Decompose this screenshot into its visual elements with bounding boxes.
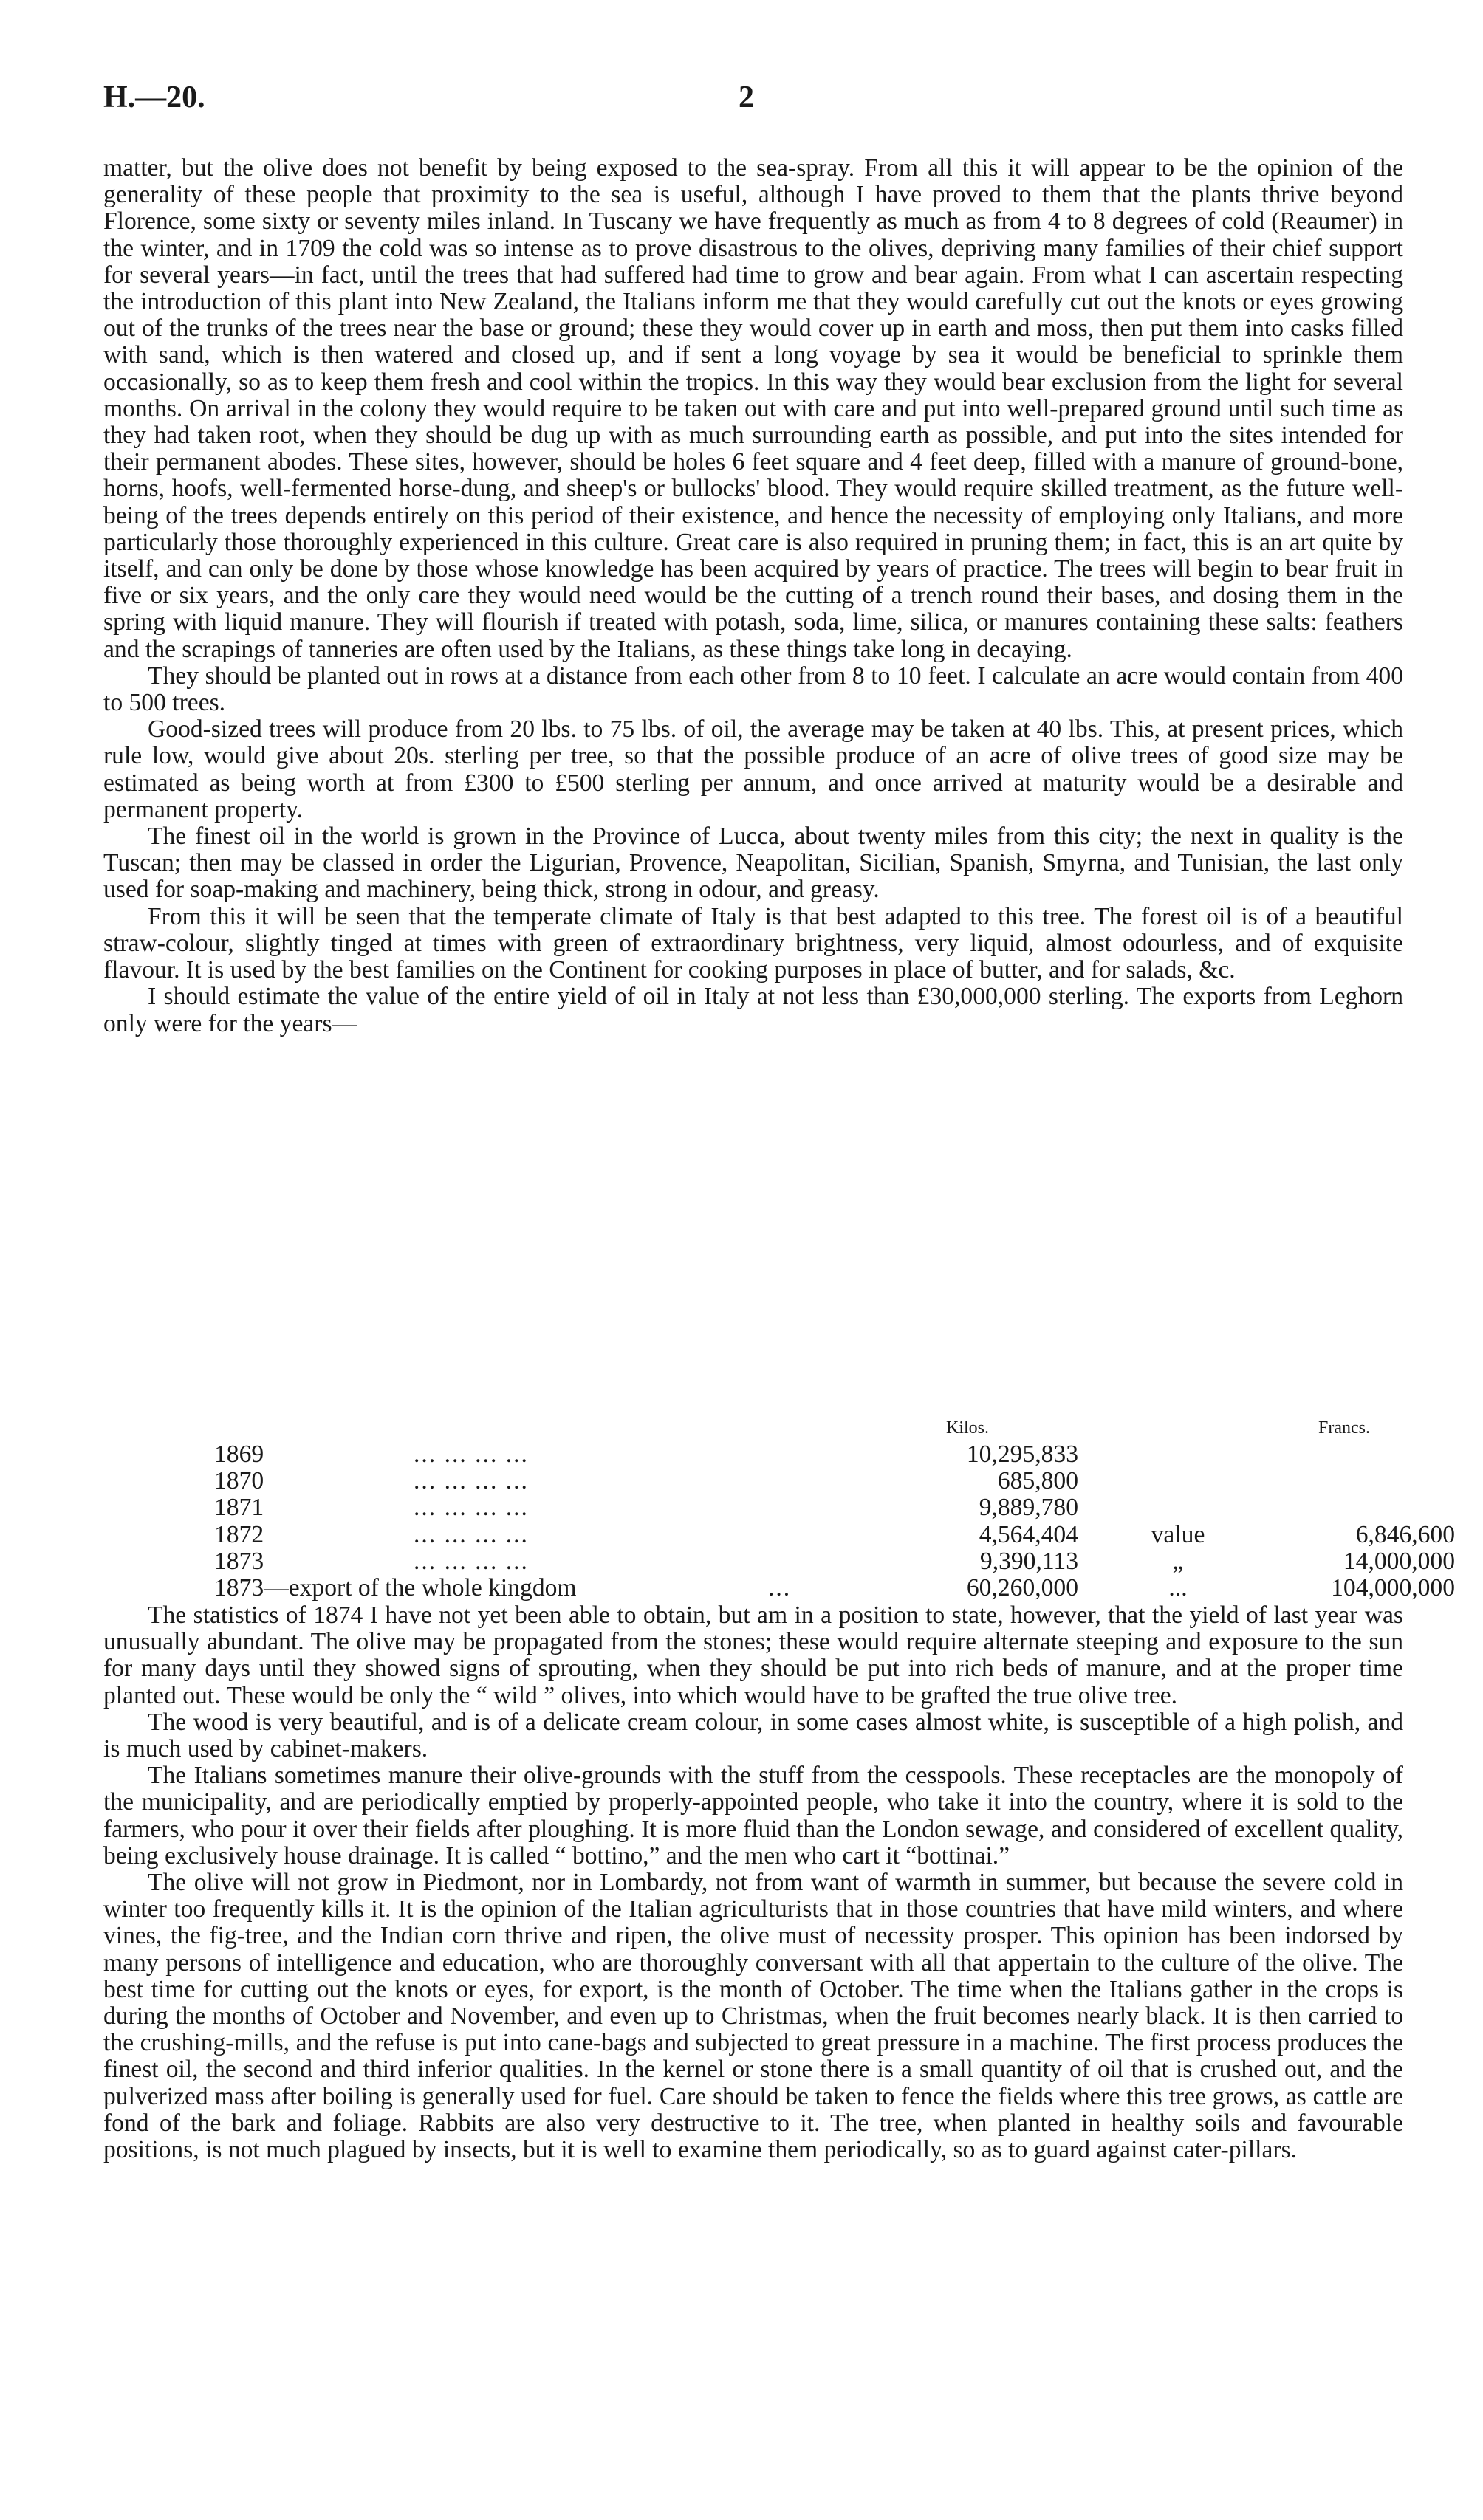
leader-dots: ... ... ... ... — [414, 1441, 529, 1468]
table-cell-year: 1873 — [214, 1547, 264, 1575]
page-header — [0, 80, 1483, 124]
table-cell-year: 1869 — [214, 1441, 264, 1468]
column-header-francs: Francs. — [1318, 1418, 1370, 1438]
table-cell-kilos: 9,889,780 — [979, 1494, 1078, 1522]
paragraph: Good-sized trees will produce from 20 lbs. to 75 lbs. of oil, the average may be taken at 40 lbs. This, at present prices, which rule low, would give about 20s. sterling per tree, so that the possible produce of an acre of olive trees of good size may be estimated as being worth at from £300 to £500 sterling per annum, and once arrived at maturity would be a desirable and permanent property. — [103, 715, 1403, 823]
table-cell-francs: 6,846,600 — [1355, 1520, 1455, 1548]
exports-table — [103, 1415, 1455, 1601]
paragraph: The olive will not grow in Piedmont, nor in Lombardy, not from want of warmth in summer, but because the severe cold in winter too frequently kills it. It is the opinion of the Italian agriculturists that in those countries that have mild winters, and where vines, the fig-tree, and the Indian corn thrive and ripen, the olive must of necessity prosper. This opinion has been indorsed by many persons of intelligence and education, who are thoroughly conversant with all that appertain to the culture of the olive. The best time for cutting out the knots or eyes, for export, is the month of October. The time when the Italians gather in the crops is during the months of October and November, and even up to Christmas, when the fruit becomes nearly black. It is then carried to the crushing-mills, and the refuse is put into cane-bags and subjected to great pressure in a machine. The first process produces the finest oil, the second and third inferior qualities. In the kernel or stone there is a small quantity of oil that is crushed out, and the pulverized mass after boiling is generally used for fuel. Care should be taken to fence the fields where this tree grows, as cattle are fond of the bark and foliage. Rabbits are also very destructive to it. The tree, when planted in healthy soils and favourable positions, is not much plagued by insects, but it is well to examine them periodically, so as to guard against cater-pillars. — [103, 1869, 1403, 2164]
table-cell-mid: ... — [1168, 1573, 1188, 1601]
table-cell-year: 1871 — [214, 1494, 264, 1522]
leader-dots: ... ... ... ... — [414, 1520, 529, 1548]
document-reference: H.—20. — [103, 80, 205, 114]
table-header — [103, 1415, 1403, 1441]
table-row-total — [103, 1573, 1455, 1601]
paragraph: The finest oil in the world is grown in the Province of Lucca, about twenty miles from this city; the next in quality is the Tuscan; then may be classed in order the Ligurian, Provence, Neapolitan, Sicilian, Spanish, Smyrna, and Tunisian, the last only used for soap-making and machinery, being thick, strong in odour, and greasy. — [103, 823, 1403, 904]
paragraph: matter, but the olive does not benefit by being exposed to the sea-spray. From all this it will appear to be the opinion of the generality of these people that proximity to the sea is useful, although I have proved to them that the plants thrive beyond Florence, some sixty or seventy miles inland. In Tuscany we have frequently as much as from 4 to 8 degrees of cold (Reaumer) in the winter, and in 1709 the cold was so intense as to prove disastrous to the olives, depriving many families of their chief support for several years—in fact, until the trees that had suffered had time to grow and bear again. From what I can ascertain respecting the introduction of this plant into New Zealand, the Italians inform me that they would carefully cut out the knots or eyes growing out of the trunks of the trees near the base or ground; these they would cover up in earth and moss, then put them into casks filled with sand, which is then watered and closed up, and if sent a long voyage by sea it would be beneficial to sprinkle them occasionally, so as to keep them fresh and cool within the tropics. In this way they would bear exclusion from the light for several months. On arrival in the colony they would require to be taken out with care and put into well-prepared ground until such time as they had taken root, when they should be dug up with as much surrounding earth as possible, and put into the sites intended for their permanent abodes. These sites, however, should be holes 6 feet square and 4 feet deep, filled with a manure of ground-bone, horns, hoofs, well-fermented horse-dung, and sheep's or bullocks' blood. They would require skilled treatment, as the future well-being of the trees depends entirely on this period of their existence, and hence the necessity of employing only Italians, and more particularly those thoroughly experienced in this culture. Great care is also required in pruning them; in fact, this is an art quite by itself, and can only be done by those whose knowledge has been acquired by years of practice. The trees will begin to bear fruit in five or six years, and the only care they would need would be the cutting of a trench round their bases, and dosing them in the spring with liquid manure. They will flourish if treated with potash, soda, lime, silica, or manures containing these salts: feathers and the scrapings of tanneries are often used by the Italians, as these things take long in decaying. — [103, 154, 1403, 663]
table-row — [103, 1468, 1403, 1494]
table-row — [103, 1520, 1455, 1548]
table-cell-mid: „ — [1172, 1547, 1184, 1575]
paragraph: They should be planted out in rows at a distance from each other from 8 to 10 feet. I calculate an acre would contain from 400 to 500 trees. — [103, 662, 1403, 717]
table-cell-year: 1870 — [214, 1467, 264, 1495]
paragraph: I should estimate the value of the entire yield of oil in Italy at not less than £30,000,000 sterling. The exports from Leghorn only were for the years— — [103, 983, 1403, 1037]
table-cell-francs: 104,000,000 — [1331, 1573, 1455, 1601]
table-cell-mid: value — [1151, 1520, 1205, 1548]
column-header-kilos: Kilos. — [945, 1418, 989, 1438]
leader-dots: ... ... ... ... — [414, 1494, 529, 1522]
table-cell-year: 1872 — [214, 1520, 264, 1548]
table-row — [103, 1494, 1403, 1521]
table-row — [103, 1547, 1455, 1575]
paragraph: The Italians sometimes manure their olive-grounds with the stuff from the cesspools. These receptacles are the monopoly of the municipality, and are periodically emptied by properly-appointed people, who take it into the country, where it is sold to the farmers, who pour it over their fields after ploughing. It is more fluid than the London sewage, and considered of excellent quality, being exclusively house drainage. It is called “ bottino,” and the men who cart it “bottinai.” — [103, 1762, 1403, 1870]
table-cell-kilos: 685,800 — [997, 1467, 1078, 1495]
leader-dots: ... ... ... ... — [414, 1547, 529, 1575]
leader-dots: ... ... ... ... — [414, 1467, 529, 1495]
paragraph: From this it will be seen that the temperate climate of Italy is that best adapted to this tree. The forest oil is of a beautiful straw-colour, slightly tinged at times with green of extraordinary brightness, very liquid, almost odourless, and of exquisite flavour. It is used by the best families on the Continent for cooking purposes in place of butter, and for salads, &c. — [103, 902, 1403, 984]
paragraph: The statistics of 1874 I have not yet been able to obtain, but am in a position to state, however, that the yield of last year was unusually abundant. The olive may be propagated from the stones; these would require alternate steeping and exposure to the sun for many days until they showed signs of sprouting, when they should be put into rich beds of manure, and at the proper time planted out. These would be only the “ wild ” olives, into which would have to be grafted the true olive tree. — [103, 1601, 1403, 1709]
paragraph: The wood is very beautiful, and is of a delicate cream colour, in some cases almost white, is susceptible of a high polish, and is much used by cabinet-makers. — [103, 1708, 1403, 1763]
body-text-bottom — [103, 1602, 1403, 2163]
table-cell-label: 1873—export of the whole kingdom — [214, 1573, 577, 1601]
page-number: 2 — [739, 80, 754, 114]
table-cell-kilos: 9,390,113 — [979, 1547, 1078, 1575]
table-cell-francs: 14,000,000 — [1343, 1547, 1455, 1575]
body-text-top — [103, 155, 1403, 1037]
table-cell-kilos: 10,295,833 — [966, 1441, 1078, 1468]
table-cell-kilos: 4,564,404 — [979, 1520, 1078, 1548]
table-cell-kilos: 60,260,000 — [966, 1573, 1078, 1601]
leader-dots: ... — [768, 1573, 792, 1601]
table-row — [103, 1441, 1403, 1468]
